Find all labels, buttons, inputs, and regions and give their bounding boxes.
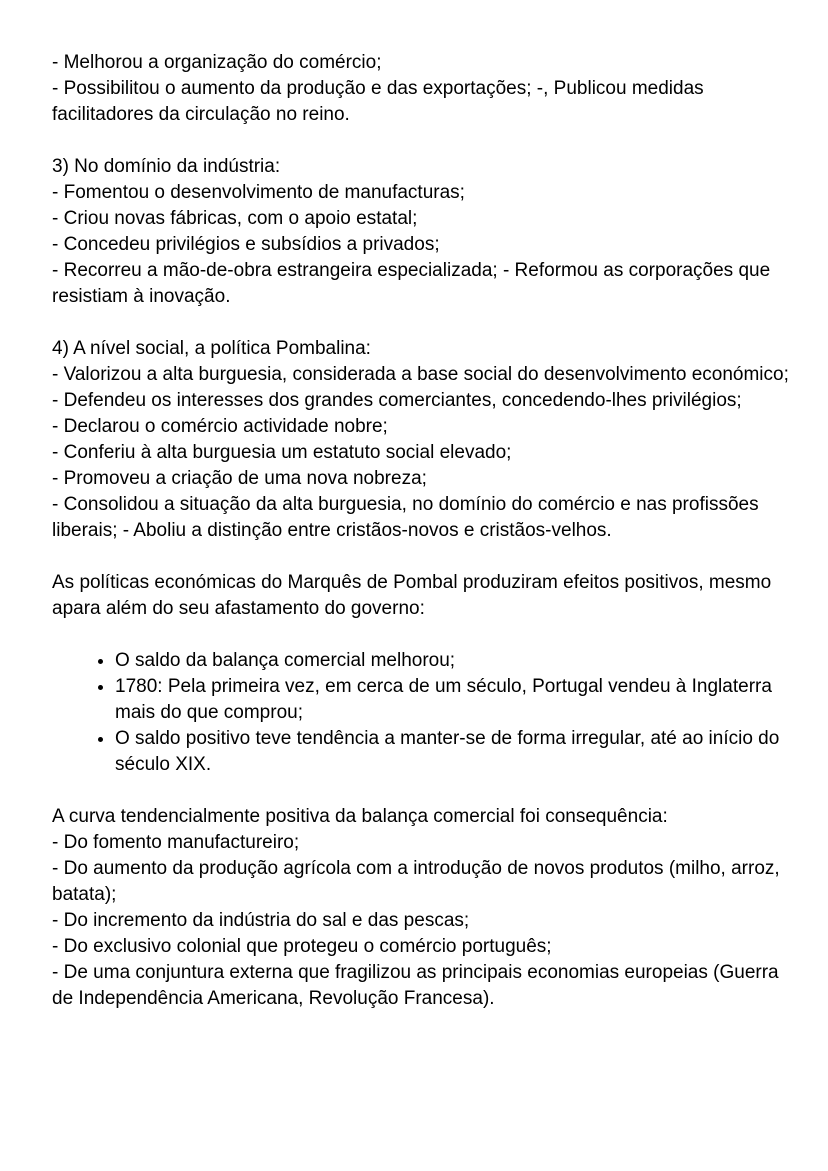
- text-line: - Valorizou a alta burguesia, considerada a base social do desenvolvimento económico;: [52, 364, 789, 385]
- paragraph-effects-intro: [52, 570, 792, 622]
- text-line: - De uma conjuntura externa que fragilizou as principais economias europeias (Guerra de Independência Americana, Revolução Francesa).: [52, 962, 779, 1009]
- text-line: - Do aumento da produção agrícola com a introdução de novos produtos (milho, arroz, batata);: [52, 858, 780, 905]
- paragraph-balance-causes: [52, 804, 792, 1012]
- text-line: - Do incremento da indústria do sal e das pescas;: [52, 910, 470, 931]
- text-line: A curva tendencialmente positiva da balança comercial foi consequência:: [52, 806, 668, 827]
- text-line: - Do fomento manufactureiro;: [52, 832, 300, 853]
- text-line: - Concedeu privilégios e subsídios a privados;: [52, 234, 440, 255]
- paragraph-commerce-continued: [52, 50, 792, 128]
- text-line: - Declarou o comércio actividade nobre;: [52, 416, 388, 437]
- text-line: - Promoveu a criação de uma nova nobreza;: [52, 468, 427, 489]
- text-line: - Criou novas fábricas, com o apoio estatal;: [52, 208, 418, 229]
- paragraph-industry: [52, 154, 792, 310]
- text-line: - Do exclusivo colonial que protegeu o comércio português;: [52, 936, 552, 957]
- text-line: - Melhorou a organização do comércio;: [52, 52, 382, 73]
- text-line: - Possibilitou o aumento da produção e das exportações; -, Publicou medidas facilitadores da circulação no reino.: [52, 78, 704, 125]
- bullet-list-effects: [52, 648, 792, 778]
- section-heading: 4) A nível social, a política Pombalina:: [52, 338, 371, 359]
- bullet-item: • O saldo positivo teve tendência a manter-se de forma irregular, até ao início do século XIX.: [115, 726, 792, 778]
- bullet-item: • O saldo da balança comercial melhorou;: [115, 648, 792, 674]
- paragraph-social: [52, 336, 792, 544]
- text-line: - Consolidou a situação da alta burguesia, no domínio do comércio e nas profissões liberais; - Aboliu a distinção entre cristãos-novos e cristãos-velhos.: [52, 494, 759, 541]
- bullet-item: • 1780: Pela primeira vez, em cerca de um século, Portugal vendeu à Inglaterra mais do que comprou;: [115, 674, 792, 726]
- section-heading: 3) No domínio da indústria:: [52, 156, 281, 177]
- text-line: - Fomentou o desenvolvimento de manufacturas;: [52, 182, 465, 203]
- text-line: As políticas económicas do Marquês de Pombal produziram efeitos positivos, mesmo apara além do seu afastamento do governo:: [52, 572, 772, 619]
- text-line: - Recorreu a mão-de-obra estrangeira especializada; - Reformou as corporações que resistiam à inovação.: [52, 260, 771, 307]
- text-line: - Conferiu à alta burguesia um estatuto social elevado;: [52, 442, 512, 463]
- text-line: - Defendeu os interesses dos grandes comerciantes, concedendo-lhes privilégios;: [52, 390, 742, 411]
